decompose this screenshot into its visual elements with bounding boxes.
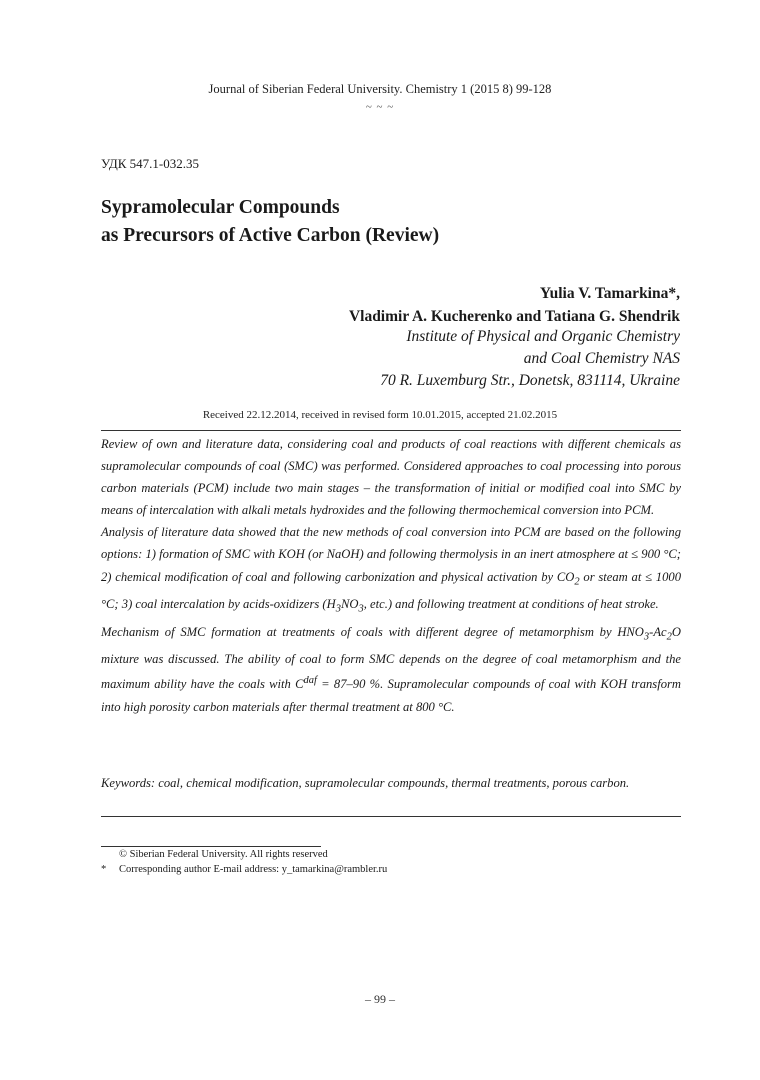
abstract-p3-sub-2: 2	[666, 631, 672, 643]
abstract-p2-text-a: Analysis of literature data showed that the new methods of coal conversion into PCM are based on the following options: 1) formation of SMC with KOH (or NaOH) and following thermolysis in an inert atmosphere at ≤ 900 °C; 2) chemical modification of coal and following carbonization and physical activation by CO	[101, 525, 681, 584]
article-title-line-2: as Precursors of Active Carbon (Review)	[101, 225, 440, 246]
abstract-bottom-rule	[101, 816, 681, 817]
abstract-paragraph-1: Review of own and literature data, considering coal and products of coal reactions with different chemicals as supramolecular compounds of coal (SMC) was performed. Considered approaches to coal processing into porous carbon materials (PCM) include two main stages – the transformation of initial or modified coal into SMC by means of intercalation with alkali metals hydroxides and the following thermochemical conversion into PCM.	[101, 437, 681, 518]
abstract-p3-sup: daf	[303, 675, 317, 687]
footnote-corresponding	[101, 863, 681, 878]
abstract-top-rule	[101, 430, 681, 431]
abstract-p3-text-d: = 87–90 %. Supramolecular compounds of coal with KOH transform into high porosity carbon materials after thermal treatment at 800 °C.	[101, 677, 681, 714]
keywords: Keywords: coal, chemical modification, supramolecular compounds, thermal treatments, porous carbon.	[101, 776, 630, 790]
abstract-paragraph-2	[101, 521, 681, 620]
abstract-p3-text-a: Mechanism of SMC formation at treatments of coals with different degree of metamorphism by HNO	[101, 624, 644, 639]
affiliation-line-1: Institute of Physical and Organic Chemistry	[406, 328, 680, 345]
abstract	[101, 433, 681, 718]
footnote-corresponding-text: Corresponding author E-mail address: y_tamarkina@rambler.ru	[119, 863, 388, 875]
author-line-2: Vladimir A. Kucherenko and Tatiana G. Shendrik	[348, 308, 680, 325]
received-dates: Received 22.12.2014, received in revised form 10.01.2015, accepted 21.02.2015	[202, 409, 558, 421]
article-title-line-1: Sypramolecular Compounds	[101, 197, 340, 218]
author-line-1: Yulia V. Tamarkina*,	[539, 285, 680, 302]
abstract-p3-text-c: O mixture was discussed. The ability of coal to form SMC depends on the degree of coal metamorphism and the maximum ability have the coals with C	[101, 624, 681, 692]
footnotes	[101, 848, 681, 877]
abstract-p2-sub-1: 2	[574, 576, 580, 588]
udk-code: УДК 547.1-032.35	[101, 156, 200, 171]
page-number: – 99 –	[365, 992, 395, 1006]
header-separator: ~ ~ ~	[365, 101, 395, 113]
abstract-p3-text-b: -Ac	[649, 624, 667, 639]
article-title	[101, 194, 661, 250]
abstract-p2-text-b: or steam at ≤ 1000 °C; 3) coal intercalation by acids-oxidizers (H	[101, 569, 681, 612]
abstract-p3-sub-1: 3	[643, 631, 650, 643]
author-list	[120, 282, 680, 328]
footnote-rule	[101, 846, 321, 847]
abstract-p2-sub-2: 3	[335, 603, 341, 615]
footnote-asterisk: *	[101, 863, 107, 875]
affiliation-line-3: 70 R. Luxemburg Str., Donetsk, 831114, Ukraine	[380, 372, 680, 389]
affiliation	[120, 326, 680, 392]
abstract-p2-text-d: , etc.) and following treatment at conditions of heat stroke.	[363, 597, 659, 612]
abstract-p2-text-c: NO	[340, 597, 359, 612]
abstract-p2-sub-3: 3	[358, 603, 364, 615]
footnote-copyright: © Siberian Federal University. All rights reserved	[119, 849, 328, 860]
journal-header: Journal of Siberian Federal University. Chemistry 1 (2015 8) 99-128	[208, 82, 552, 96]
abstract-paragraph-3	[101, 621, 681, 718]
affiliation-line-2: and Coal Chemistry NAS	[523, 350, 680, 367]
